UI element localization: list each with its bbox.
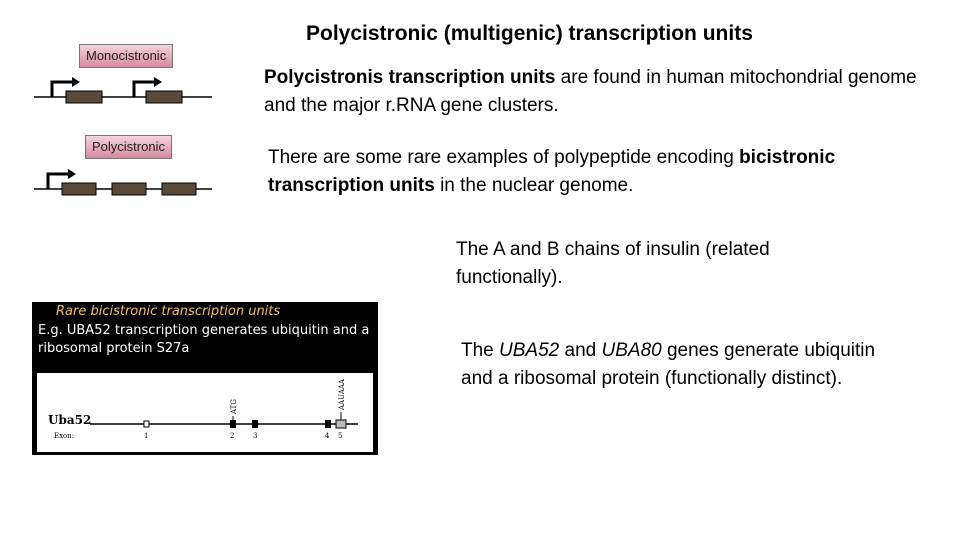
bold-term: bicistronic xyxy=(739,147,836,168)
exon-number: 2 xyxy=(230,432,235,440)
caption-text: E.g. xyxy=(38,323,67,338)
exon-number: 3 xyxy=(253,432,258,440)
exon-number: 4 xyxy=(325,432,330,440)
gene-name: UBA80 xyxy=(601,340,662,361)
exon-number: 1 xyxy=(144,432,149,440)
exon-1 xyxy=(144,421,149,427)
exon-label: Exon: xyxy=(54,432,75,440)
atg-label: ATG xyxy=(230,399,238,414)
gene-name: UBA52 xyxy=(499,340,560,361)
caption-gene: UBA52 xyxy=(66,323,111,338)
bold-term: Polycistronis transcription units xyxy=(264,67,556,88)
paragraph-text: and xyxy=(559,340,602,361)
paragraph-text: are found in human mitochondrial genome and the major r.RNA gene clusters. xyxy=(264,67,917,116)
polycistronic-label: Polycistronic xyxy=(85,135,172,159)
paragraph-text: in the nuclear genome. xyxy=(434,175,634,196)
polya-label: AAUAAA xyxy=(338,379,346,410)
monocistronic-label: Monocistronic xyxy=(79,44,173,68)
gene-label: Uba52 xyxy=(48,413,92,427)
exon-number: 5 xyxy=(338,432,343,440)
slide-title: Polycistronic (multigenic) transcription units xyxy=(306,22,753,45)
paragraph-text: genes generate ubiquitin and a ribosomal protein (functionally distinct). xyxy=(461,340,876,389)
figure-title: Rare bicistronic transcription units xyxy=(56,304,281,319)
paragraph-insulin: The A and B chains of insulin (related functionally). xyxy=(456,239,770,288)
exon-4 xyxy=(325,420,331,428)
paragraph-text: The xyxy=(461,340,500,361)
bold-term: transcription units xyxy=(268,175,435,196)
caption-text: transcription generates ubiquitin and a ribosomal protein S27a xyxy=(38,323,370,356)
exon-2 xyxy=(230,420,236,428)
exon-5 xyxy=(336,420,346,428)
exon-3 xyxy=(252,420,258,428)
paragraph-text: There are some rare examples of polypeptide encoding xyxy=(268,147,740,168)
